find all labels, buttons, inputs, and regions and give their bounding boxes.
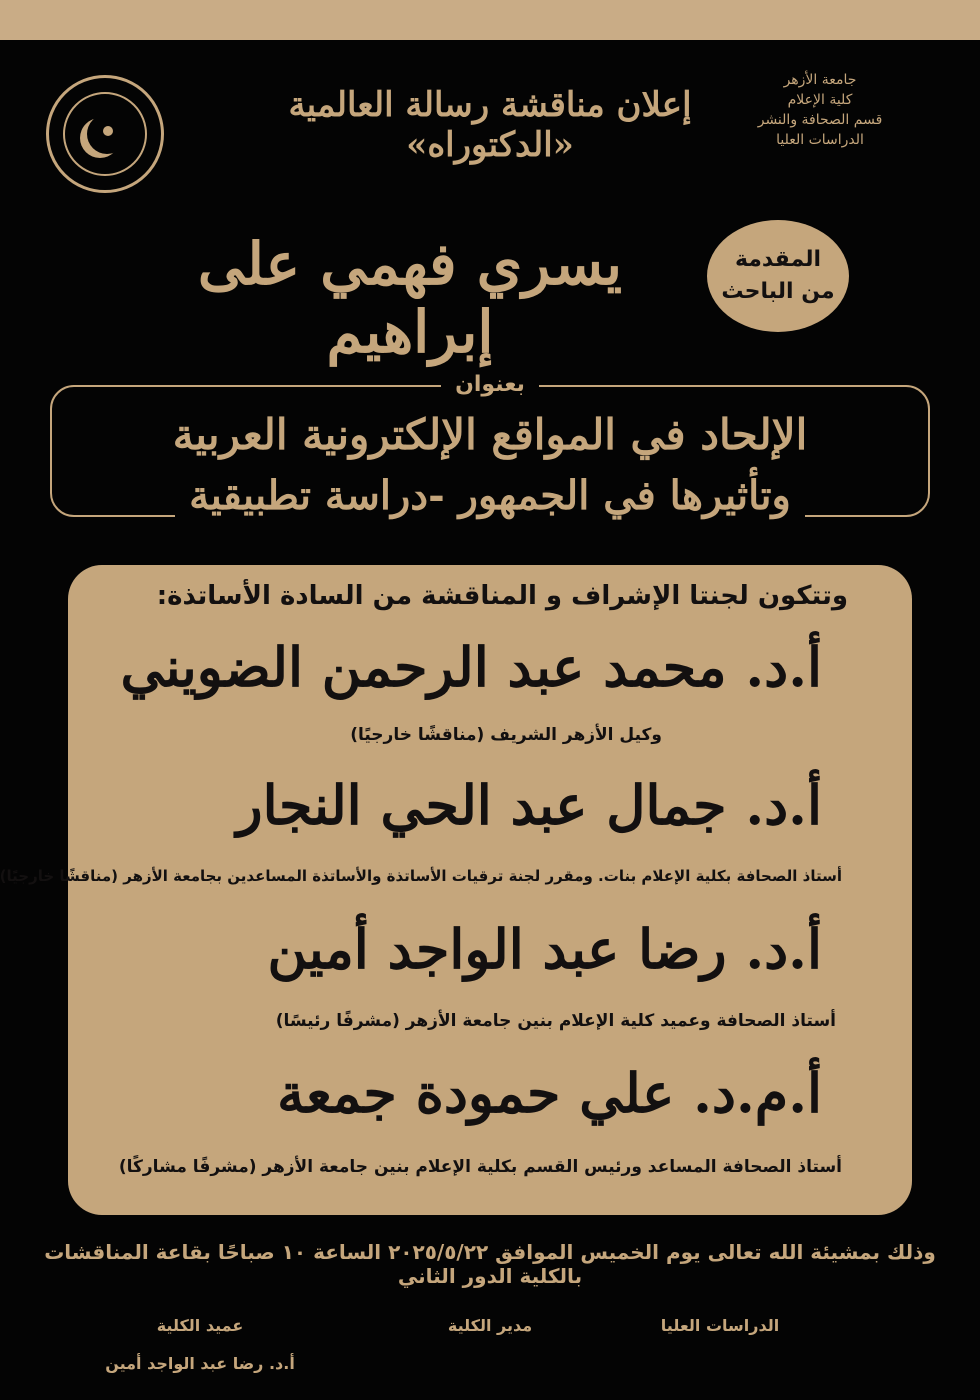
member-role-4: أستاذ الصحافة المساعد ورئيس القسم بكلية الإعلام بنين جامعة الأزهر (مشرفًا مشاركًا) xyxy=(118,1157,842,1177)
member-name-3: أ.د. رضا عبد الواجد أمين xyxy=(267,917,822,981)
member-role-1: وكيل الأزهر الشريف (مناقشًا خارجيًا) xyxy=(350,725,662,745)
university-line: قسم الصحافة والنشر xyxy=(757,112,883,128)
thesis-title-label xyxy=(390,372,590,397)
member-name-2: أ.د. جمال عبد الحي النجار xyxy=(236,773,822,837)
seal-inner-ring xyxy=(63,92,147,176)
committee-panel xyxy=(0,565,912,1215)
signature-postgrad: الدراسات العليا xyxy=(660,1316,780,1335)
globe-icon xyxy=(103,126,113,136)
signature-dean: عميد الكلية xyxy=(156,1316,244,1335)
defense-date-note: وذلك بمشيئة الله تعالى يوم الخميس الموافق ٢٠٢٥/٥/٢٢ الساعة ١٠ صباحًا بقاعة المناقشات بالكلية الدور الثاني xyxy=(44,1240,936,1288)
member-role-2: أستاذ الصحافة بكلية الإعلام بنات. ومقرر لجنة ترقيات الأساتذة والأساتذة المساعدين بجامعة الأزهر (مناقشًا خارجيًا) xyxy=(0,867,842,885)
member-role-3: أستاذ الصحافة وعميد كلية الإعلام بنين جامعة الأزهر (مشرفًا رئيسًا) xyxy=(275,1011,836,1031)
member-name-1: أ.د. محمد عبد الرحمن الضويني xyxy=(120,635,822,699)
researcher-name: يسري فهمي على إبراهيم xyxy=(197,230,623,366)
presented-label-line1: المقدمة xyxy=(734,247,822,272)
thesis-title-label-text: بعنوان xyxy=(441,372,539,397)
member-name-4: أ.م.د. علي حمودة جمعة xyxy=(277,1061,822,1125)
university-line: الدراسات العليا xyxy=(776,132,864,148)
presented-by-badge xyxy=(707,220,849,332)
thesis-title-line2 xyxy=(60,472,920,519)
university-line: كلية الإعلام xyxy=(787,92,853,108)
announcement-title: إعلان مناقشة رسالة العالمية «الدكتوراه» xyxy=(288,85,692,165)
university-block xyxy=(720,70,920,150)
signature-director: مدير الكلية xyxy=(447,1316,533,1335)
presented-label-line2: من الباحث xyxy=(721,279,835,304)
committee-intro: وتتكون لجنتا الإشراف و المناقشة من السادة الأساتذة: xyxy=(156,581,848,611)
dean-name: أ.د. رضا عبد الواجد أمين xyxy=(105,1354,295,1373)
faculty-seal-logo xyxy=(46,75,164,193)
thesis-title-line1: الإلحاد في المواقع الإلكترونية العربية xyxy=(172,410,808,459)
thesis-title-line2-text: وتأثيرها في الجمهور -دراسة تطبيقية xyxy=(175,472,805,519)
university-line: جامعة الأزهر xyxy=(783,72,857,88)
